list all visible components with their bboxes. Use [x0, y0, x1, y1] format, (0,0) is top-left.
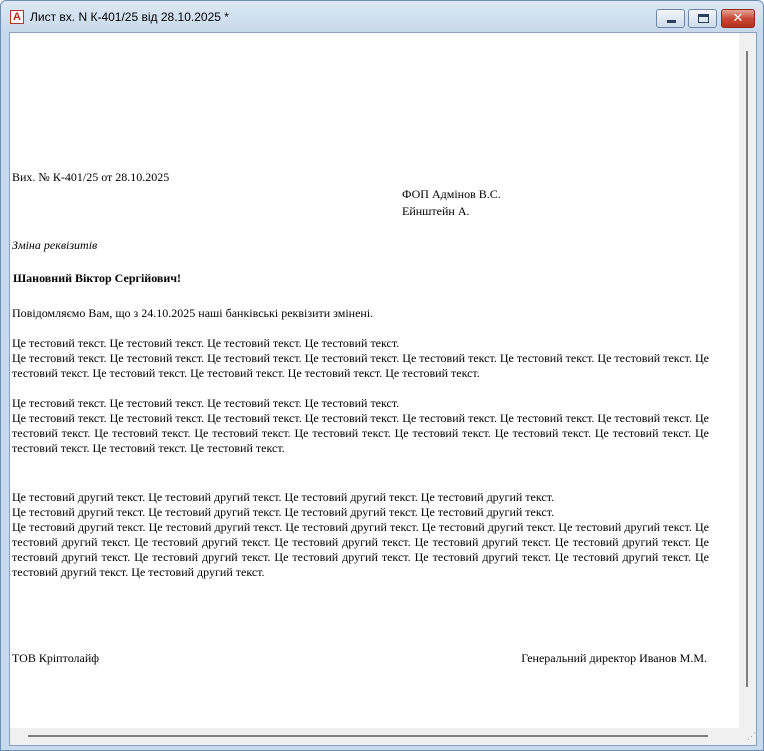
letter-document[interactable] [10, 33, 739, 728]
recipient-line-2: Ейнштейн А. [402, 204, 470, 218]
close-button[interactable] [721, 9, 755, 28]
paragraph-2-body: Це тестовий текст. Це тестовий текст. Це тестовий текст. Це тестовий текст. Це тестовий текст. Це тестовий текст. Це тестовий текст. Це тестовий текст. Це тестовий текст. Це тестовий текст. Це тестовий текст. Це тестовий текст. Це тестовий текст. Це тестовий текст. Це тестовий текст. Це тестовий текст. Це тестовий текст. [12, 411, 709, 455]
close-icon: ✕ [732, 11, 744, 26]
paragraph-3-body: Це тестовий другий текст. Це тестовий другий текст. Це тестовий другий текст. Це тестовий другий текст. Це тестовий другий текст. Це тестовий другий текст. Це тестовий другий текст. Це тестовий другий текст. Це тестовий другий текст. Це тестовий другий текст. Це тестовий другий текст. Це тестовий другий текст. Це тестовий другий текст. Це тестовий другий текст. Це тестовий другий текст. Це тестовий другий текст. Це тестовий другий текст. [12, 520, 709, 579]
paragraph-2-line-1: Це тестовий текст. Це тестовий текст. Це тестовий текст. Це тестовий текст. [12, 396, 400, 410]
minimize-icon [667, 20, 676, 23]
minimize-button[interactable] [656, 9, 685, 28]
paragraph-1-body: Це тестовий текст. Це тестовий текст. Це тестовий текст. Це тестовий текст. Це тестовий текст. Це тестовий текст. Це тестовий текст. Це тестовий текст. Це тестовий текст. Це тестовий текст. Це тестовий текст. Це тестовий текст. [12, 351, 709, 380]
paragraph-3-line-2: Це тестовий другий текст. Це тестовий другий текст. Це тестовий другий текст. Це тестовий другий текст. [12, 505, 555, 519]
signatory: Генеральний директор Иванов М.М. [521, 651, 707, 665]
outgoing-number: Вих. № К-401/25 от 28.10.2025 [12, 170, 170, 184]
horizontal-scrollbar[interactable] [10, 728, 739, 745]
letter-greeting: Шановний Віктор Сергійович! [13, 271, 182, 285]
vertical-scroll-thumb[interactable] [746, 51, 748, 687]
company-name: ТОВ Кріптолайф [12, 651, 100, 665]
letter-intro: Повідомляємо Вам, що з 24.10.2025 наші банківські реквізити змінені. [12, 306, 374, 320]
paragraph-3-line-1: Це тестовий другий текст. Це тестовий другий текст. Це тестовий другий текст. Це тестовий другий текст. [12, 490, 555, 504]
window-title: Лист вх. N К-401/25 від 28.10.2025 * [30, 10, 229, 24]
letter-subject: Зміна реквізитів [12, 238, 98, 252]
maximize-button[interactable] [688, 9, 717, 28]
document-app-icon[interactable]: A [10, 10, 24, 24]
maximize-icon [698, 14, 709, 23]
recipient-line-1: ФОП Адмінов В.С. [402, 187, 501, 201]
resize-grip-icon[interactable]: ⋰ [739, 728, 756, 745]
horizontal-scroll-thumb[interactable] [28, 735, 708, 737]
vertical-scrollbar[interactable] [739, 33, 756, 728]
document-viewport [9, 32, 757, 746]
paragraph-1-line-1: Це тестовий текст. Це тестовий текст. Це тестовий текст. Це тестовий текст. [12, 336, 400, 350]
title-bar[interactable] [1, 1, 763, 31]
